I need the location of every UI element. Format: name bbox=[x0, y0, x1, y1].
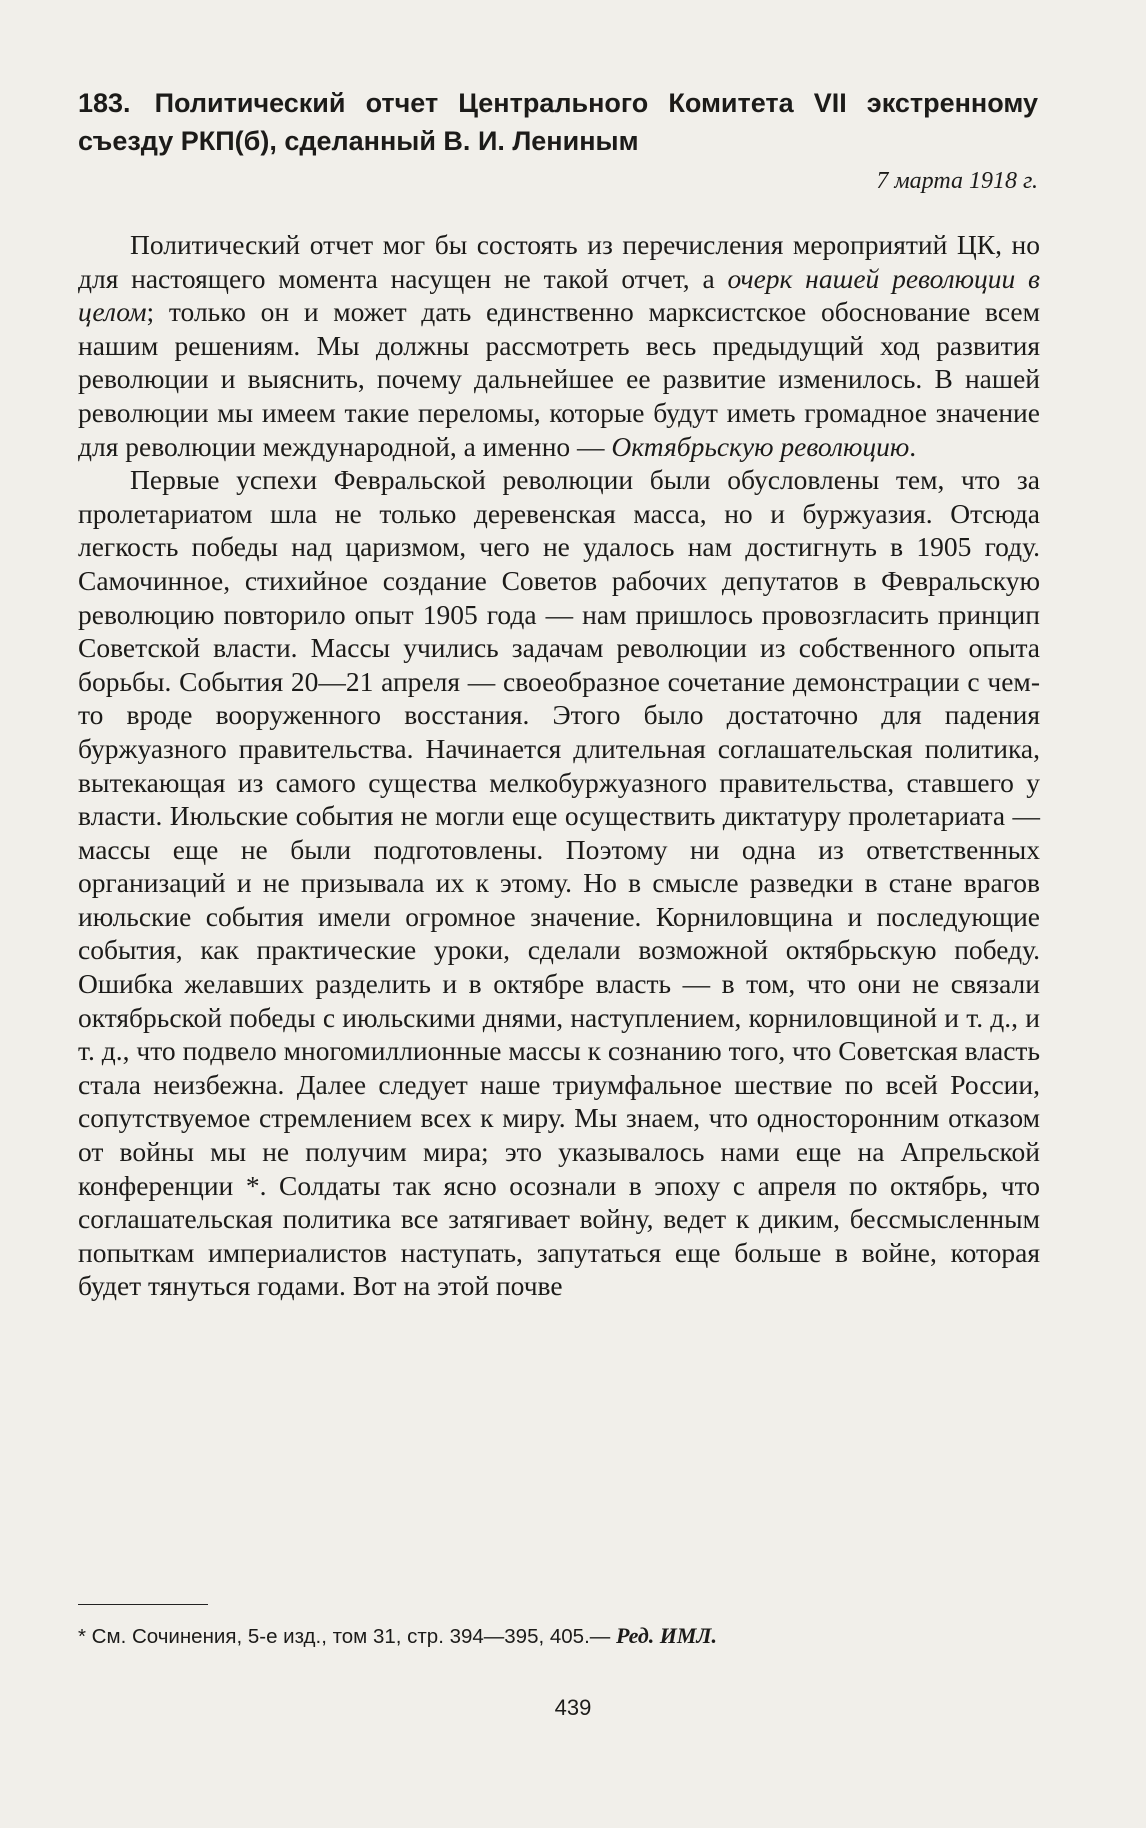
paragraph-1-text-2: ; только он и может дать единственно марксистское обоснование всем нашим решениям. Мы должны рассмотреть весь предыдущий ход развития революции и выяснить, почему дальнейшее ее развитие изменилось. В нашей революции мы имеем такие переломы, которые будут иметь громадное значение для революции международной, а именно — bbox=[78, 296, 1040, 462]
page-number: 439 bbox=[554, 1695, 592, 1720]
footnote-marker: * bbox=[233, 1169, 260, 1201]
paragraph-2 bbox=[78, 463, 1040, 1303]
document-date: 7 марта 1918 г. bbox=[876, 168, 1038, 194]
footnote-divider bbox=[78, 1604, 208, 1605]
footnote bbox=[78, 1622, 1038, 1651]
body-text bbox=[78, 228, 1040, 1303]
footnote-editor-note: Ред. ИМЛ. bbox=[615, 1623, 718, 1648]
document-title: Политический отчет Центрального Комитета VII экстренному съезду РКП(б), сделанный В. И. Лениным bbox=[78, 88, 1038, 156]
paragraph-1-text-3: . bbox=[909, 430, 917, 462]
paragraph-2-text-1: Первые успехи Февральской революции были обусловлены тем, что за пролетариатом шла не только деревенская масса, но и буржуазия. Отсюда легкость победы над царизмом, чего не удалось нам достигнуть в 1905 году. Самочинное, стихийное создание Советов рабочих депутатов в Февральскую революцию повторило опыт 1905 года — нам пришлось провозгласить принцип Советской власти. Массы учились задачам революции из собственного опыта борьбы. События 20—21 апреля — своеобразное сочетание демонстрации с чем-то вроде вооруженного восстания. Этого было достаточно для падения буржуазного правительства. Начинается длительная соглашательская политика, вытекающая из самого существа мелкобуржуазного правительства, ставшего у власти. Июльские события не могли еще осуществить диктатуру пролетариата — массы еще не были подготовлены. Поэтому ни одна из ответственных организаций и не призывала их к этому. Но в смысле разведки в стане врагов июльские события имели огромное значение. Корниловщина и последующие события, как практические уроки, сделали возможной октябрьскую победу. Ошибка желавших разделить и в октябре власть — в том, что они не связали октябрьской победы с июльскими днями, наступлением, корниловщиной и т. д., и т. д., что подвело многомиллионные массы к сознанию того, что Советская власть стала неизбежна. Далее следует наше триумфальное шествие по всей России, сопутствуемое стремлением всех к миру. Мы знаем, что односторонним отказом от войны мы не получим мира; это указывалось нами еще на Апрельской конференции bbox=[78, 464, 1040, 1201]
document-number: 183. bbox=[78, 88, 131, 118]
paragraph-1-italic-1: очерк нашей революции в целом bbox=[78, 262, 1040, 328]
document-heading bbox=[78, 84, 1038, 160]
paragraph-2-text-2: . Солдаты так ясно осознали в эпоху с апреля по октябрь, что соглашательская политика все затягивает войну, ведет к диким, бессмысленным попыткам империалистов наступать, запутаться еще больше в войне, которая будет тянуться годами. Вот на этой почве bbox=[78, 1169, 1041, 1302]
paragraph-1-italic-2: Октябрьскую революцию bbox=[611, 430, 910, 462]
footnote-text: * См. Сочинения, 5-е изд., том 31, стр. 394—395, 405.— bbox=[78, 1625, 616, 1648]
paragraph-1-text-1: Политический отчет мог бы состоять из перечисления мероприятий ЦК, но для настоящего момента насущен не такой отчет, а bbox=[78, 229, 1040, 294]
paragraph-1 bbox=[78, 228, 1040, 463]
